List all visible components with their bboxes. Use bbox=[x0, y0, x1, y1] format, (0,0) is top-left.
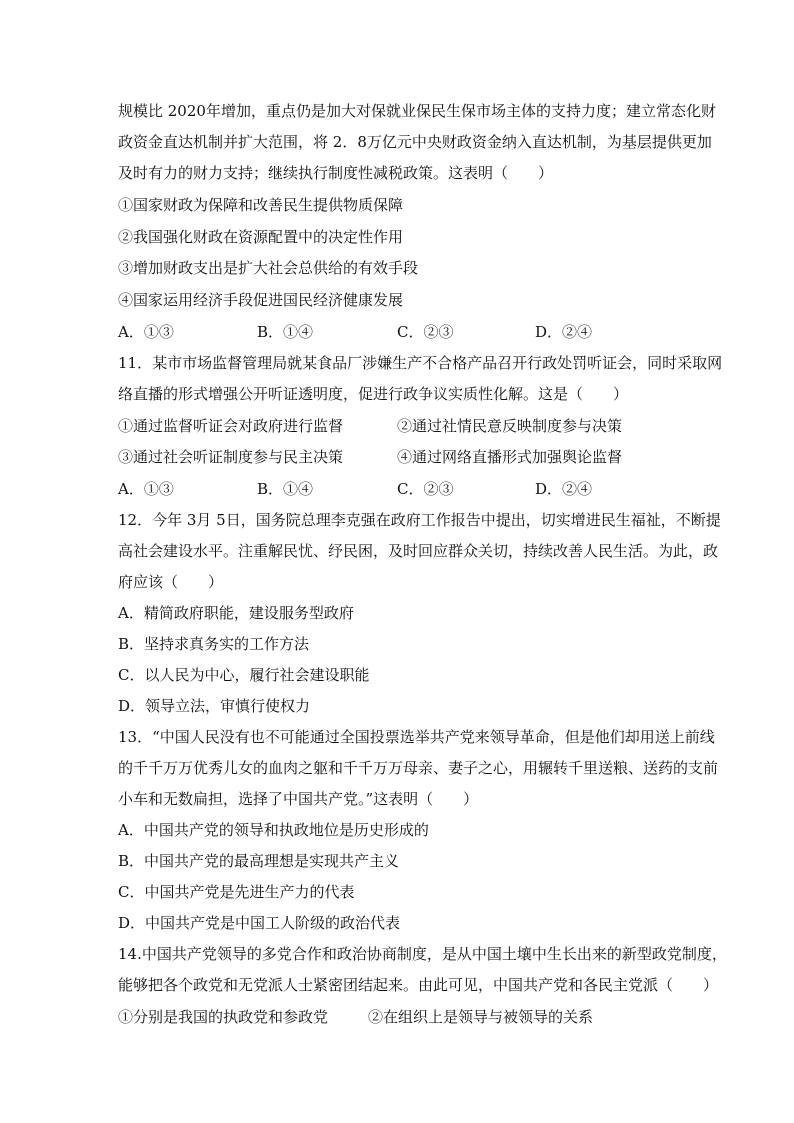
q14-stem-line-2: 能够把各个政党和无党派人士紧密团结起来。由此可见，中国共产党和各民主党派（ ） bbox=[118, 976, 719, 994]
q13-stem-line-3: 小车和无数扁担，选择了中国共产党。”这表明（ ） bbox=[118, 790, 479, 808]
q13-option-d: D．中国共产党是中国工人阶级的政治代表 bbox=[118, 914, 401, 932]
q10-option-a: A．①③ bbox=[118, 323, 174, 341]
q11-item-4: ④通过网络直播形式加强舆论监督 bbox=[397, 448, 623, 466]
q11-item-3: ③通过社会听证制度参与民主决策 bbox=[118, 448, 344, 466]
q12-stem-line-3: 府应该（ ） bbox=[118, 573, 224, 591]
q10-option-c: C．②③ bbox=[397, 323, 454, 341]
q11-items-row-1 bbox=[118, 416, 698, 436]
q11-option-b: B．①④ bbox=[257, 480, 314, 498]
q11-items-row-2 bbox=[118, 447, 698, 467]
q11-option-c: C．②③ bbox=[397, 480, 454, 498]
q10-option-b: B．①④ bbox=[257, 323, 314, 341]
q10-option-d: D．②④ bbox=[535, 323, 593, 341]
q11-option-d: D．②④ bbox=[535, 480, 593, 498]
q11-option-a: A．①③ bbox=[118, 480, 174, 498]
q11-options bbox=[118, 479, 698, 499]
q12-option-d: D．领导立法，审慎行使权力 bbox=[118, 697, 311, 715]
q14-item-2: ②在组织上是领导与被领导的关系 bbox=[368, 1008, 594, 1026]
q12-option-a: A．精简政府职能，建设服务型政府 bbox=[118, 604, 354, 622]
q10-item-1: ①国家财政为保障和改善民生提供物质保障 bbox=[118, 196, 404, 214]
q12-option-c: C．以人民为中心，履行社会建设职能 bbox=[118, 666, 370, 684]
q14-stem-line-1: 14.中国共产党领导的多党合作和政治协商制度，是从中国土壤中生长出来的新型政党制度， bbox=[118, 945, 727, 963]
q10-stem-line-1: 规模比 2020年增加，重点仍是加大对保就业保民生保市场主体的支持力度；建立常态化财 bbox=[118, 102, 716, 120]
q10-item-2: ②我国强化财政在资源配置中的决定性作用 bbox=[118, 228, 404, 246]
q12-stem-line-2: 高社会建设水平。注重解民忧、纾民困，及时回应群众关切，持续改善人民生活。为此，政 bbox=[118, 542, 719, 560]
q10-item-4: ④国家运用经济手段促进国民经济健康发展 bbox=[118, 291, 404, 309]
q12-option-b: B．坚持求真务实的工作方法 bbox=[118, 635, 310, 653]
q11-stem-line-2: 络直播的形式增强公开听证透明度，促进行政争议实质性化解。这是（ ） bbox=[118, 385, 629, 403]
q13-stem-line-1: 13．“中国人民没有也不可能通过全国投票选举共产党来领导革命，但是他们却用送上前线 bbox=[118, 728, 715, 746]
q10-stem-line-3: 及时有力的财力支持；继续执行制度性减税政策。这表明（ ） bbox=[118, 164, 554, 182]
q13-stem-line-2: 的千千万万优秀儿女的血肉之躯和千千万万母亲、妻子之心，用辗转千里送粮、送药的支前 bbox=[118, 759, 719, 777]
q10-options bbox=[118, 322, 698, 342]
q13-option-a: A．中国共产党的领导和执政地位是历史形成的 bbox=[118, 821, 429, 839]
q13-option-c: C．中国共产党是先进生产力的代表 bbox=[118, 883, 355, 901]
q14-items-row-1 bbox=[118, 1007, 698, 1027]
q14-item-1: ①分别是我国的执政党和参政党 bbox=[118, 1008, 329, 1026]
q11-item-1: ①通过监督听证会对政府进行监督 bbox=[118, 417, 344, 435]
q11-item-2: ②通过社情民意反映制度参与决策 bbox=[397, 417, 623, 435]
q10-item-3: ③增加财政支出是扩大社会总供给的有效手段 bbox=[118, 259, 419, 277]
q10-stem-line-2: 政资金直达机制并扩大范围，将 2．8万亿元中央财政资金纳入直达机制，为基层提供更加 bbox=[118, 133, 712, 151]
q11-stem-line-1: 11．某市市场监督管理局就某食品厂涉嫌生产不合格产品召开行政处罚听证会，同时采取网 bbox=[118, 354, 723, 372]
q12-stem-line-1: 12．今年 3月 5日，国务院总理李克强在政府工作报告中提出，切实增进民生福祉，不断提 bbox=[118, 511, 721, 529]
q13-option-b: B．中国共产党的最高理想是实现共产主义 bbox=[118, 852, 400, 870]
